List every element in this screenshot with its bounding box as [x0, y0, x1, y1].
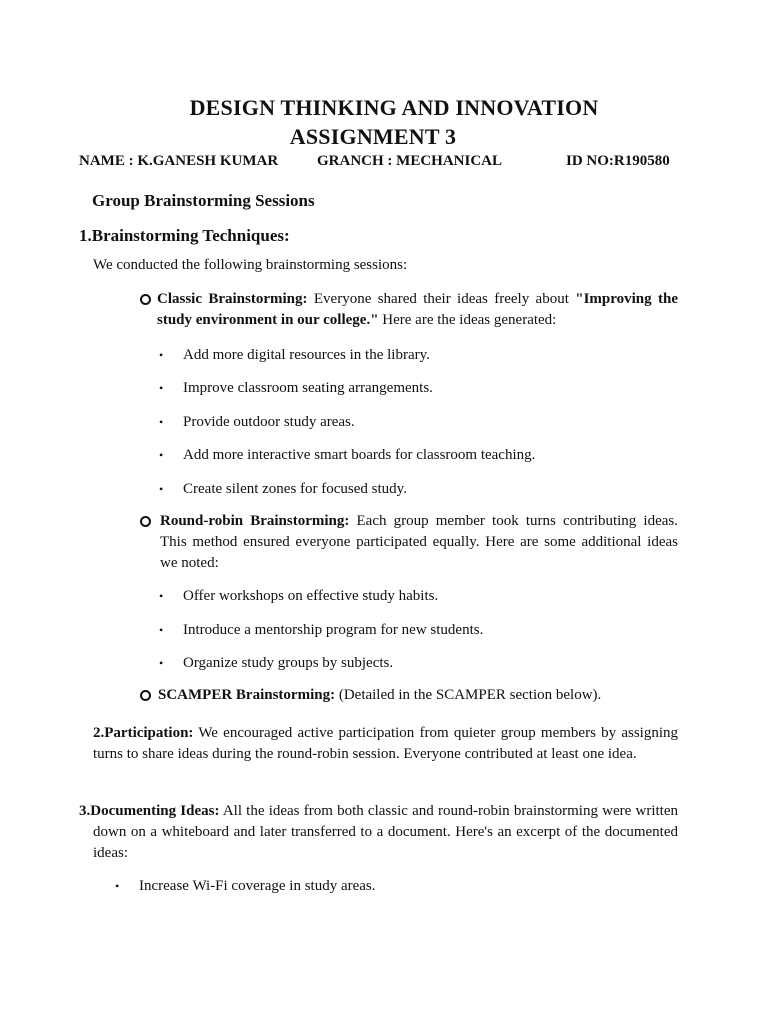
roundrobin-text: Each group member took turns contributing ideas. This method ensured everyone participated equally. Here are some additional ideas we noted:: [160, 513, 678, 571]
bullet-dot-icon: •: [159, 415, 164, 429]
list-item: Create silent zones for focused study.: [183, 481, 407, 497]
circle-bullet-icon: [140, 294, 151, 305]
list-item: Organize study groups by subjects.: [183, 655, 394, 671]
student-id: ID NO:R190580: [566, 153, 670, 169]
list-item: Add more digital resources in the library.: [183, 347, 430, 363]
section-2-paragraph: [79, 723, 678, 765]
list-item: Add more interactive smart boards for classroom teaching.: [183, 447, 536, 463]
list-item: Offer workshops on effective study habits.: [183, 588, 439, 604]
section-2-text: We encouraged active participation from quieter group members by assigning turns to share ideas during the round-robin session. Everyone contributed at least one idea.: [93, 725, 678, 762]
section-subtitle: Group Brainstorming Sessions: [92, 191, 315, 210]
circle-bullet-icon: [140, 516, 151, 527]
student-name: NAME : K.GANESH KUMAR: [79, 153, 279, 169]
classic-text-b: Here are the ideas generated:: [378, 312, 557, 328]
section-3-paragraph: [79, 801, 678, 864]
circle-bullet-icon: [140, 690, 151, 701]
scamper-label: SCAMPER Brainstorming:: [158, 687, 336, 703]
list-item: Provide outdoor study areas.: [183, 414, 355, 430]
scamper-text: (Detailed in the SCAMPER section below).: [335, 687, 602, 703]
student-branch: GRANCH : MECHANICAL: [317, 153, 502, 169]
section-3-label: 3.Documenting Ideas:: [79, 803, 220, 819]
bullet-dot-icon: •: [159, 348, 164, 362]
list-item: Improve classroom seating arrangements.: [183, 380, 433, 396]
section-1-intro: We conducted the following brainstorming sessions:: [93, 257, 408, 273]
scamper-brainstorming-paragraph: [158, 685, 678, 706]
bullet-dot-icon: •: [159, 482, 164, 496]
bullet-dot-icon: •: [159, 448, 164, 462]
bullet-dot-icon: •: [159, 381, 164, 395]
roundrobin-brainstorming-paragraph: [160, 511, 678, 574]
list-item: Introduce a mentorship program for new students.: [183, 622, 484, 638]
bullet-dot-icon: •: [115, 879, 120, 893]
document-title: DESIGN THINKING AND INNOVATION: [189, 95, 599, 120]
classic-label: Classic Brainstorming:: [157, 291, 308, 307]
roundrobin-label: Round-robin Brainstorming:: [160, 513, 350, 529]
assignment-number: ASSIGNMENT 3: [289, 124, 457, 149]
classic-quote: "Improving the study environment in our college.": [157, 291, 678, 328]
section-3-text: All the ideas from both classic and round-robin brainstorming were written down on a whiteboard and later transferred to a document. Here's an excerpt of the documented ideas:: [93, 803, 678, 861]
classic-text-a: Everyone shared their ideas freely about: [307, 291, 576, 307]
bullet-dot-icon: •: [159, 589, 164, 603]
section-1-heading: 1.Brainstorming Techniques:: [79, 226, 290, 245]
bullet-dot-icon: •: [159, 656, 164, 670]
section-2-label: 2.Participation:: [93, 725, 194, 741]
list-item: Increase Wi-Fi coverage in study areas.: [139, 878, 376, 894]
classic-brainstorming-paragraph: [157, 289, 678, 331]
bullet-dot-icon: •: [159, 623, 164, 637]
